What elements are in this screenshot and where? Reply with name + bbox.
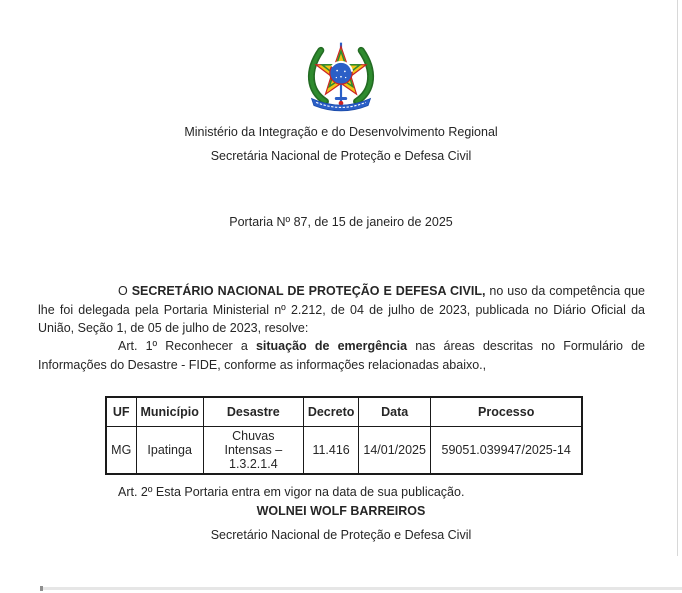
table-header-uf: UF — [106, 397, 136, 427]
article-1-emergency: situação de emergência — [255, 339, 408, 353]
table-header-processo: Processo — [430, 397, 582, 427]
paragraph-article-1 — [38, 337, 645, 374]
paragraph-preamble — [38, 282, 645, 338]
paragraph-article-2: Art. 2º Esta Portaria entra em vigor na data de sua publicação. — [118, 485, 465, 499]
paragraph-preamble-rest: no uso da competência que lhe foi delegada pela Portaria Ministerial nº 2.212, de 04 de julho de 2023, publicada no Diário Oficial da União, Seção 1, de 05 de julho de 2023, resolve: — [38, 284, 645, 335]
table-header-desastre: Desastre — [203, 397, 303, 427]
cell-desastre: Chuvas Intensas – 1.3.2.1.4 — [203, 427, 303, 475]
paragraph-preamble-authority: SECRETÁRIO NACIONAL DE PROTEÇÃO E DEFESA CIVIL, — [131, 284, 486, 298]
horizontal-scrollbar[interactable] — [40, 587, 682, 590]
brazil-coat-of-arms-icon — [302, 38, 380, 114]
brazil-coat-of-arms — [302, 38, 380, 114]
disaster-table — [105, 396, 583, 475]
table-header-data: Data — [359, 397, 431, 427]
cell-municipio: Ipatinga — [136, 427, 203, 475]
portaria-title: Portaria Nº 87, de 15 de janeiro de 2025 — [229, 215, 453, 229]
table-header-row — [106, 397, 582, 427]
page-right-border — [677, 0, 678, 556]
signature-name: WOLNEI WOLF BARREIROS — [256, 504, 426, 518]
cell-decreto: 11.416 — [303, 427, 359, 475]
article-1-pre: Art. 1º Reconhecer a — [118, 339, 256, 353]
paragraph-preamble-lead: O — [118, 284, 132, 298]
cell-data: 14/01/2025 — [359, 427, 431, 475]
table-header-municipio: Município — [136, 397, 203, 427]
ministry-name: Ministério da Integração e do Desenvolvimento Regional — [184, 125, 498, 139]
cell-uf: MG — [106, 427, 136, 475]
article-1-post: nas áreas descritas no Formulário de Informações do Desastre - FIDE, conforme as informações relacionadas abaixo., — [38, 339, 645, 372]
horizontal-scrollbar-thumb[interactable] — [40, 586, 43, 591]
secretariat-name: Secretária Nacional de Proteção e Defesa Civil — [210, 149, 472, 163]
cell-processo: 59051.039947/2025-14 — [430, 427, 582, 475]
table-row — [106, 427, 582, 475]
signature-role: Secretário Nacional de Proteção e Defesa Civil — [210, 528, 472, 542]
table-header-decreto: Decreto — [303, 397, 359, 427]
